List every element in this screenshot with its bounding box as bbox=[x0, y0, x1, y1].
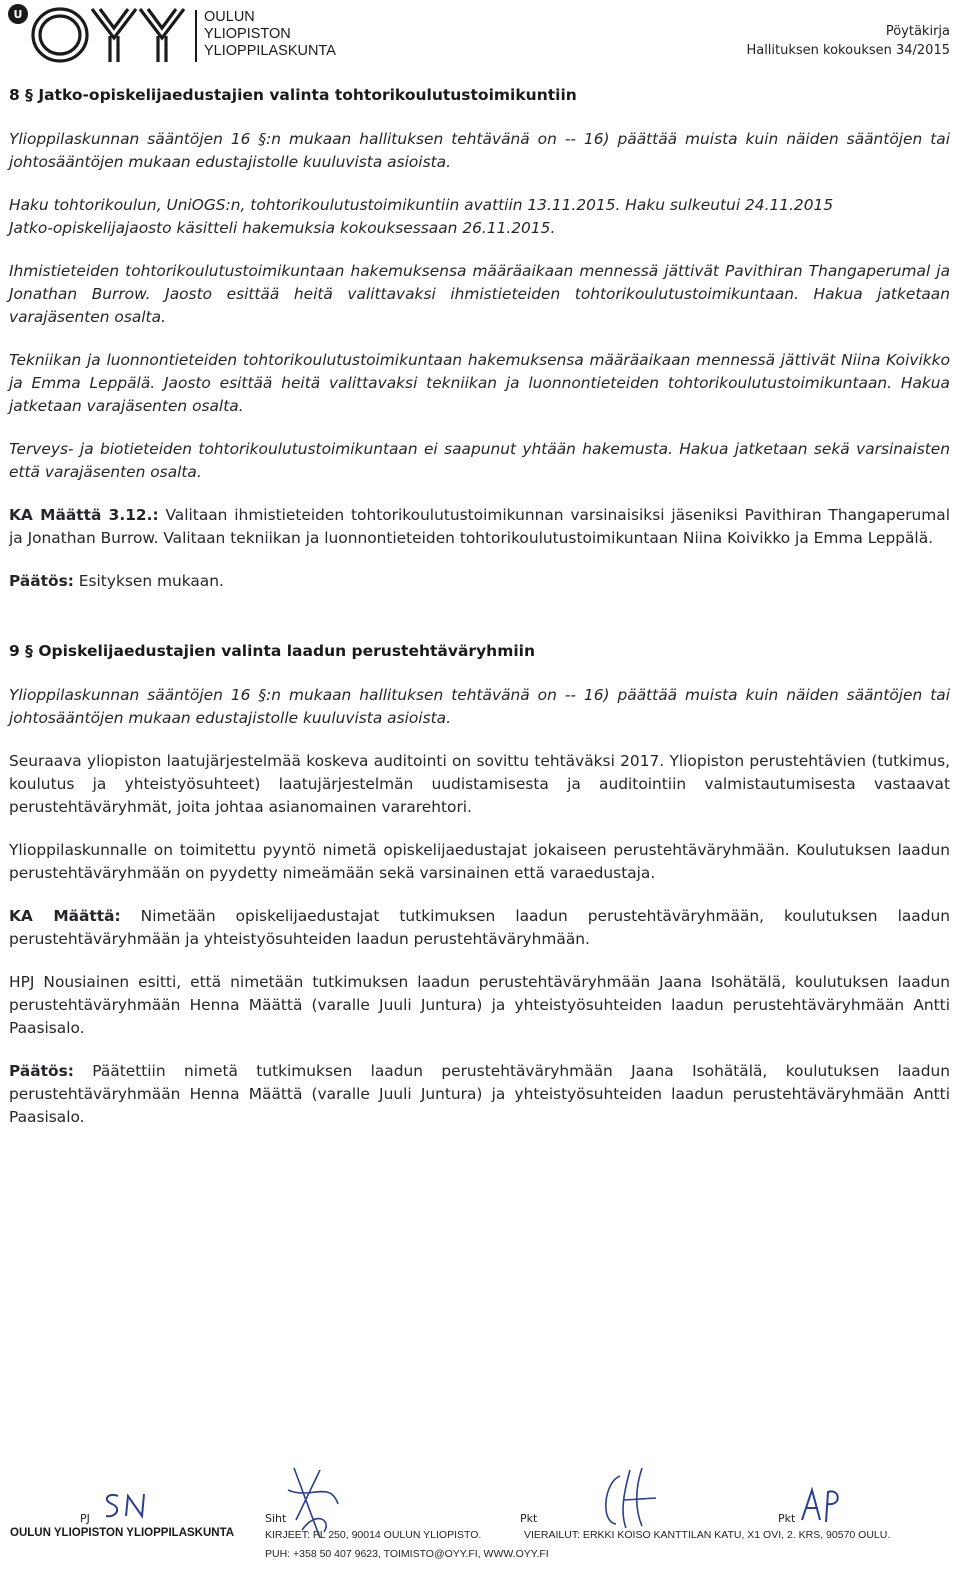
section-9-audit-paragraph: Seuraava yliopiston laatujärjestelmää koskeva auditointi on sovittu tehtäväksi 2017. Yliopiston perustehtävien (tutkimus, koulutus ja yhteistyösuhteet) laatujärjestelmän uudistamisesta ja auditointiin valmistautumisesta vastaavat perustehtäväryhmät, joita johtaa asianomainen vararehtori. bbox=[9, 752, 950, 816]
section-9-heading: 9 § Opiskelijaedustajien valinta laadun perustehtäväryhmiin bbox=[9, 642, 536, 660]
section-8-rules-paragraph: Ylioppilaskunnan sääntöjen 16 §:n mukaan hallituksen tehtävänä on -- 16) päättää muista kuin näiden sääntöjen tai johtosääntöjen mukaan edustajistolle kuuluvista asioista. bbox=[9, 130, 950, 171]
footer-organization: OULUN YLIOPISTON YLIOPPILASKUNTA bbox=[10, 1527, 235, 1539]
svg-text:U: U bbox=[13, 8, 23, 21]
document-type: Pöytäkirja bbox=[885, 24, 950, 39]
application-dates: Haku tohtorikoulun, UniOGS:n, tohtorikoulutustoimikuntiin avattiin 13.11.2015. Haku sulkeutui 24.11.2015 bbox=[9, 196, 834, 214]
org-line-3: YLIOPPILASKUNTA bbox=[204, 43, 336, 59]
decision-text: Esityksen mukaan. bbox=[73, 572, 224, 590]
document-header bbox=[746, 22, 950, 60]
reviewer-2-label: Pkt bbox=[778, 1512, 796, 1525]
section-8-application-period bbox=[9, 194, 950, 240]
decision-label: Päätös: bbox=[9, 572, 74, 590]
footer-visiting-address: VIERAILUT: ERKKI KOISO KANTTILAN KATU, X1 OVI, 2. KRS, 90570 OULU. bbox=[524, 1529, 891, 1541]
section-8-proposal bbox=[9, 504, 950, 550]
org-line-1: OULUN bbox=[204, 9, 255, 25]
footer-postal-address: KIRJEET: PL 250, 90014 OULUN YLIOPISTO. bbox=[265, 1529, 482, 1541]
secretary-initials-label: Siht bbox=[265, 1512, 287, 1525]
section-8-health-paragraph: Terveys- ja biotieteiden tohtorikoulutustoimikuntaan ei saapunut yhtään hakemusta. Hakua jatketaan sekä varsinaisten että varajäsenten osalta. bbox=[9, 440, 950, 481]
org-line-2: YLIOPISTON bbox=[204, 26, 291, 42]
section-8-decision bbox=[9, 570, 950, 593]
section-9-proposal bbox=[9, 905, 950, 951]
section-8-heading: 8 § Jatko-opiskelijaedustajien valinta tohtorikoulutustoimikuntiin bbox=[9, 86, 577, 104]
section-9-decision bbox=[9, 1060, 950, 1129]
org-name bbox=[204, 9, 336, 60]
section-8-humanities-paragraph: Ihmistieteiden tohtorikoulutustoimikuntaan hakemuksensa määräaikaan mennessä jättivät Pavithiran Thangaperumal ja Jonathan Burrow. Jaosto esittää heitä valittavaksi ihmistieteiden tohtorikoulutustoimikuntaan. Hakua jatketaan varajäsenten osalta. bbox=[9, 262, 950, 326]
reviewer-1-label: Pkt bbox=[520, 1512, 538, 1525]
section-9-rules-paragraph: Ylioppilaskunnan sääntöjen 16 §:n mukaan hallituksen tehtävänä on -- 16) päättää muista kuin näiden sääntöjen tai johtosääntöjen mukaan edustajistolle kuuluvista asioista. bbox=[9, 686, 950, 727]
chair-initials-signature bbox=[98, 1484, 158, 1524]
proposal-label: KA Määttä 3.12.: bbox=[9, 506, 159, 524]
proposal-text: Nimetään opiskelijaedustajat tutkimuksen laadun perustehtäväryhmään, koulutuksen laadun perustehtäväryhmään ja yhteistyösuhteiden laadun perustehtäväryhmään. bbox=[9, 907, 950, 948]
reviewer-2-signature bbox=[796, 1480, 846, 1528]
reviewer-1-signature bbox=[590, 1462, 670, 1534]
decision-text: Päätettiin nimetä tutkimuksen laadun perustehtäväryhmään Jaana Isohätälä, koulutuksen laadun perustehtäväryhmään Henna Määttä (varalle Juuli Juntura) ja yhteistyösuhteiden laadun perustehtäväryhmään Antti Paasisalo. bbox=[9, 1062, 950, 1126]
secretary-initials-signature bbox=[280, 1460, 350, 1540]
section-8-technology-paragraph: Tekniikan ja luonnontieteiden tohtorikoulutustoimikuntaan hakemuksensa määräaikaan mennessä jättivät Niina Koivikko ja Emma Leppälä. Jaosto esittää heitä valittavaksi tekniikan ja luonnontieteiden tohtorikoulutustoimikuntaan. Hakua jatketaan varajäsenten osalta. bbox=[9, 351, 950, 415]
chair-initials-label: PJ bbox=[80, 1512, 90, 1525]
proposal-label: KA Määttä: bbox=[9, 907, 121, 925]
section-9-request-paragraph: Ylioppilaskunnalle on toimitettu pyyntö nimetä opiskelijaedustajat jokaiseen perustehtäväryhmään. Koulutuksen laadun perustehtäväryhmään on pyydetty nimeämään sekä varsinainen että varaedustaja. bbox=[9, 841, 950, 882]
page-footer bbox=[0, 1460, 960, 1573]
decision-label: Päätös: bbox=[9, 1062, 74, 1080]
committee-processing: Jatko-opiskelijajaosto käsitteli hakemuksia kokouksessaan 26.11.2015. bbox=[9, 219, 556, 237]
meeting-reference: Hallituksen kokouksen 34/2015 bbox=[746, 43, 950, 58]
minutes-body bbox=[9, 84, 950, 1129]
section-9-chair-proposal: HPJ Nousiainen esitti, että nimetään tutkimuksen laadun perustehtäväryhmään Jaana Isohätälä, koulutuksen laadun perustehtäväryhmään Henna Määttä (varalle Juuli Juntura) ja yhteistyösuhteiden laadun perustehtäväryhmään Antti Paasisalo. bbox=[9, 973, 950, 1037]
proposal-text: Valitaan ihmistieteiden tohtorikoulutustoimikunnan varsinaisiksi jäseniksi Pavithiran Thangaperumal ja Jonathan Burrow. Valitaan tekniikan ja luonnontieteiden tohtorikoulutustoimikuntaan Niina Koivikko ja Emma Leppälä. bbox=[9, 506, 950, 547]
footer-contact: PUH: +358 50 407 9623, TOIMISTO@OYY.FI, WWW.OYY.FI bbox=[265, 1548, 549, 1560]
